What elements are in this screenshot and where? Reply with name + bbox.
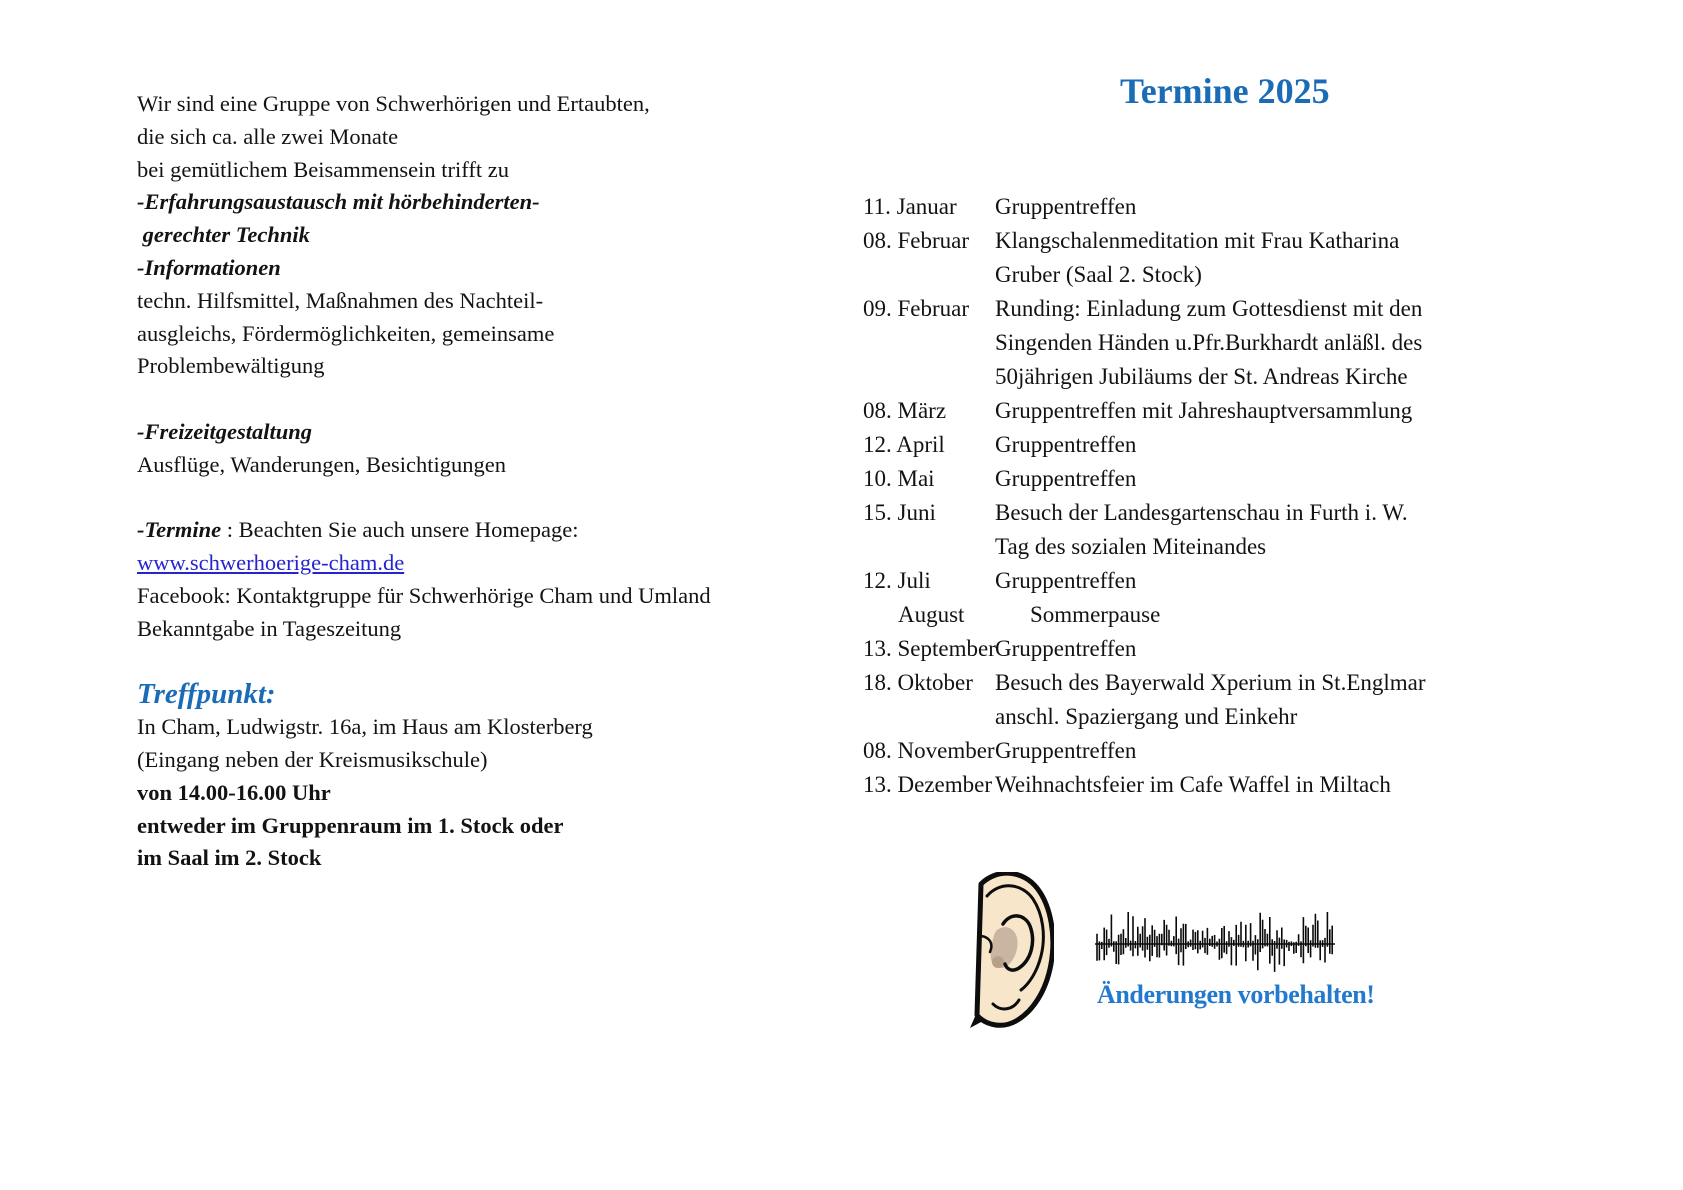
text-segment: -Informationen (137, 254, 281, 280)
text-segment: (Eingang neben der Kreismusikschule) (137, 746, 488, 772)
text-line (137, 219, 797, 252)
text-segment: Wir sind eine Gruppe von Schwerhörigen und Ertaubten, (137, 91, 650, 116)
schedule-description (995, 224, 1503, 292)
schedule-description (995, 564, 1503, 598)
schedule-row (863, 734, 1503, 768)
text-line (137, 711, 797, 744)
homepage-link[interactable]: www.schwerhoerige-cham.de (137, 550, 405, 576)
sound-wave-icon (1095, 912, 1335, 976)
schedule-description-line: Gruppentreffen (995, 636, 1137, 661)
schedule-date: 08. November (863, 738, 995, 763)
schedule-date: 12. April (863, 432, 945, 457)
text-line (137, 416, 797, 449)
schedule-description-line: Gruppentreffen (995, 568, 1137, 593)
blank-line (137, 646, 797, 679)
text-line (137, 777, 797, 810)
text-line (137, 842, 797, 875)
text-line (137, 154, 797, 187)
schedule-description (995, 768, 1503, 802)
text-segment: : Beachten Sie auch unsere Homepage: (221, 517, 579, 543)
schedule-description-line: 50jährigen Jubiläums der St. Andreas Kirche (995, 364, 1408, 389)
text-segment: Bekanntgabe in Tageszeitung (137, 615, 402, 641)
blank-line (137, 482, 797, 515)
text-line (137, 285, 797, 318)
text-segment: Problembewältigung (137, 353, 325, 379)
schedule-date: 15. Juni (863, 500, 936, 525)
schedule-date: 10. Mai (863, 466, 935, 491)
waveform-path (1095, 912, 1335, 972)
schedule-description-line: Gruppentreffen mit Jahreshauptversammlung (995, 398, 1413, 423)
info-column (137, 88, 797, 875)
text-segment: bei gemütlichem Beisammensein trifft zu (137, 156, 509, 182)
schedule-row (863, 768, 1503, 802)
schedule-description-line: Gruppentreffen (995, 432, 1137, 457)
schedule-description (995, 666, 1503, 734)
sound-wave-image (1095, 912, 1335, 976)
schedule-date: 09. Februar (863, 296, 970, 321)
schedule-description (995, 394, 1503, 428)
text-line (137, 547, 797, 580)
text-line (137, 449, 797, 482)
schedule-description (1030, 598, 1503, 632)
schedule-description-line: Singenden Händen u.Pfr.Burkhardt anläßl. des (995, 330, 1423, 355)
changes-note: Änderungen vorbehalten! (1097, 980, 1375, 1009)
schedule-date: 08. Februar (863, 228, 970, 253)
schedule-list (863, 190, 1503, 802)
schedule-description-line: Weihnachtsfeier im Cafe Waffel in Miltach (995, 772, 1391, 797)
schedule-description-line: Gruber (Saal 2. Stock) (995, 262, 1202, 287)
schedule-description-line: Klangschalenmeditation mit Frau Katharina (995, 228, 1400, 253)
text-segment: -Freizeitgestaltung (137, 418, 313, 444)
text-segment: im Saal im 2. Stock (137, 845, 322, 871)
schedule-row (863, 224, 1503, 292)
schedule-row (863, 190, 1503, 224)
text-line (137, 88, 797, 121)
text-line (137, 613, 797, 646)
schedule-row (863, 666, 1503, 734)
schedule-description (995, 462, 1503, 496)
meeting-point-heading: Treffpunkt: (137, 678, 276, 711)
schedule-date: 13. Dezember (863, 772, 992, 797)
text-segment: die sich ca. alle zwei Monate (137, 123, 399, 149)
schedule-description-line: Gruppentreffen (995, 466, 1137, 491)
schedule-description-line: Runding: Einladung zum Gottesdienst mit den (995, 296, 1423, 321)
text-segment: gerechter Technik (137, 222, 310, 248)
text-segment: -Termine (137, 517, 222, 543)
text-line (137, 580, 797, 613)
schedule-date: 13. September (863, 636, 996, 661)
text-segment: entweder im Gruppenraum im 1. Stock oder (137, 812, 564, 838)
schedule-description-line: Gruppentreffen (995, 194, 1137, 219)
schedule-row (863, 632, 1503, 666)
text-line (137, 318, 797, 351)
schedule-date: August (898, 602, 965, 627)
text-line (137, 744, 797, 777)
blank-line (137, 383, 797, 416)
schedule-description (995, 190, 1503, 224)
text-line (137, 350, 797, 383)
schedule-row (863, 598, 1503, 632)
schedule-description (995, 428, 1503, 462)
schedule-row (863, 394, 1503, 428)
text-line (137, 121, 797, 154)
schedule-row (863, 462, 1503, 496)
schedule-row (863, 292, 1503, 394)
ear-illustration (966, 872, 1054, 1028)
schedule-description (995, 632, 1503, 666)
schedule-description-line: Besuch der Landesgartenschau in Furth i. W. (995, 500, 1408, 525)
schedule-description-line: Sommerpause (1030, 602, 1161, 627)
text-segment: techn. Hilfsmittel, Maßnahmen des Nachteil- (137, 287, 544, 313)
schedule-row (863, 564, 1503, 598)
schedule-description-line: Besuch des Bayerwald Xperium in St.Englmar (995, 670, 1426, 695)
schedule-description (995, 292, 1503, 394)
schedule-description (995, 496, 1503, 564)
schedule-date: 11. Januar (863, 194, 957, 219)
text-line (137, 514, 797, 547)
text-segment: In Cham, Ludwigstr. 16a, im Haus am Klosterberg (137, 714, 593, 740)
text-segment: -Erfahrungsaustausch mit hörbehinderten- (137, 189, 540, 215)
schedule-title: Termine 2025 (1120, 71, 1330, 111)
schedule-date: 12. Juli (863, 568, 931, 593)
text-segment: von 14.00-16.00 Uhr (137, 779, 331, 805)
text-segment: ausgleichs, Fördermöglichkeiten, gemeinsame (137, 320, 555, 346)
schedule-description (995, 734, 1503, 768)
schedule-description-line: Tag des sozialen Miteinandes (995, 534, 1267, 559)
text-segment: Facebook: Kontaktgruppe für Schwerhörige Cham und Umland (137, 582, 711, 608)
schedule-date: 08. März (863, 398, 947, 423)
schedule-date: 18. Oktober (863, 670, 973, 695)
text-segment: Ausflüge, Wanderungen, Besichtigungen (137, 451, 506, 477)
ear-icon (966, 872, 1054, 1028)
schedule-row (863, 496, 1503, 564)
text-line (137, 252, 797, 285)
schedule-row (863, 428, 1503, 462)
text-line (137, 186, 797, 219)
schedule-description-line: Gruppentreffen (995, 738, 1137, 763)
text-line (137, 810, 797, 843)
schedule-description-line: anschl. Spaziergang und Einkehr (995, 704, 1298, 729)
